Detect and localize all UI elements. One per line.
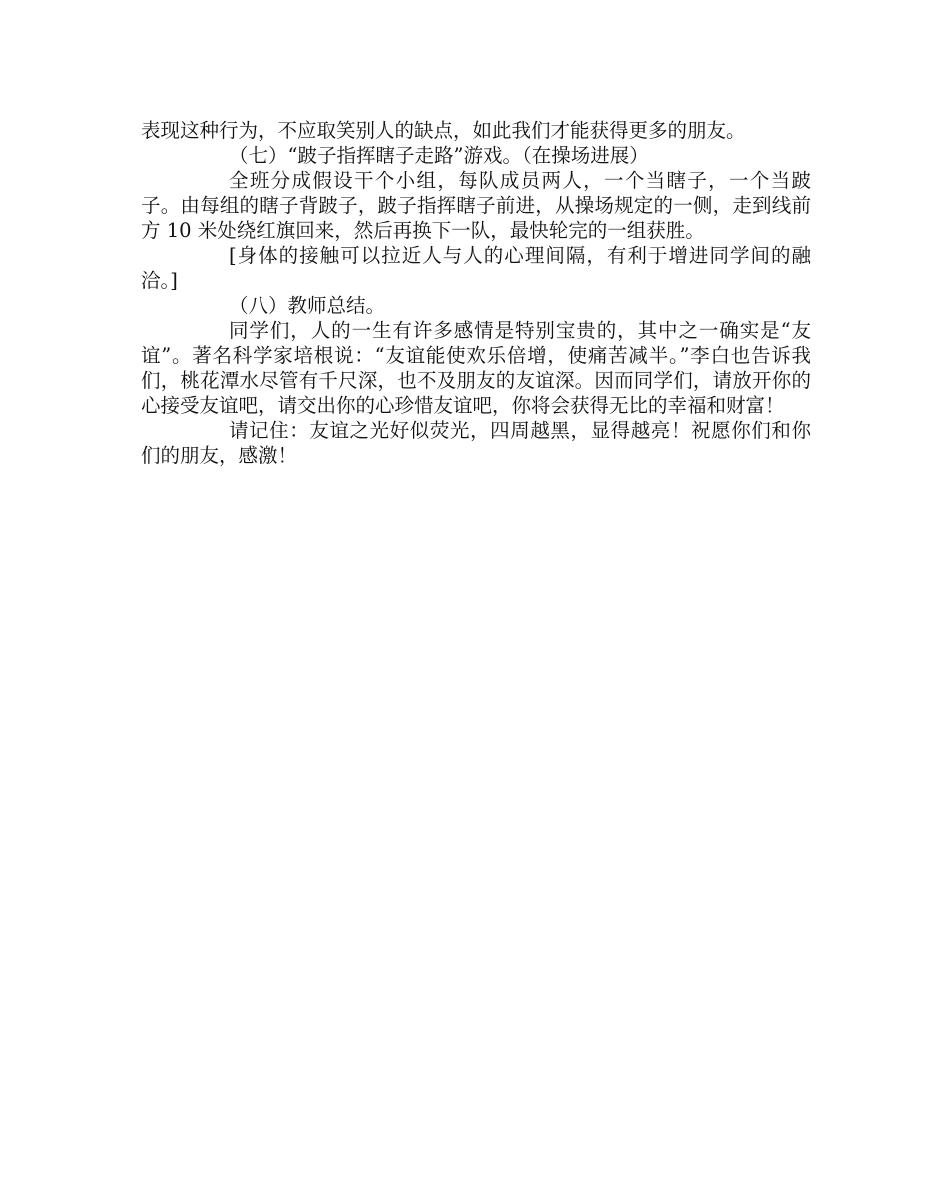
paragraph-section-8-heading: （八）教师总结。: [229, 294, 386, 317]
paragraph-game-note: [身体的接触可以拉近人与人的心理间隔，有利于增进同学间的融洽。]: [141, 244, 811, 292]
paragraph-1: 表现这种行为，不应取笑别人的缺点，如此我们才能获得更多的朋友。: [141, 119, 746, 142]
paragraph-section-7-heading: （七）“跛子指挥瞎子走路”游戏。（在操场进展）: [229, 144, 649, 167]
paragraph-teacher-summary: 同学们，人的一生有许多感情是特别宝贵的，其中之一确实是“友谊”。著名科学家培根说：“友谊能使欢乐倍增，使痛苦减半。”李白也告诉我们，桃花潭水尽管有千尺深，也不及朋友的友谊深。因而同学们，请放开你的心接受友谊吧，请交出你的心珍惜友谊吧，你将会获得无比的幸福和财富！: [141, 319, 811, 417]
paragraph-closing: 请记住：友谊之光好似荧光，四周越黑，显得越亮！祝愿你们和你们的朋友，感激！: [141, 419, 811, 467]
document-body: [141, 118, 811, 468]
paragraph-game-rules: 全班分成假设干个小组，每队成员两人，一个当瞎子，一个当跛子。由每组的瞎子背跛子，跛子指挥瞎子前进，从操场规定的一侧，走到线前方 10 米处绕红旗回来，然后再换下一队，最快轮完的一组获胜。: [141, 169, 811, 242]
